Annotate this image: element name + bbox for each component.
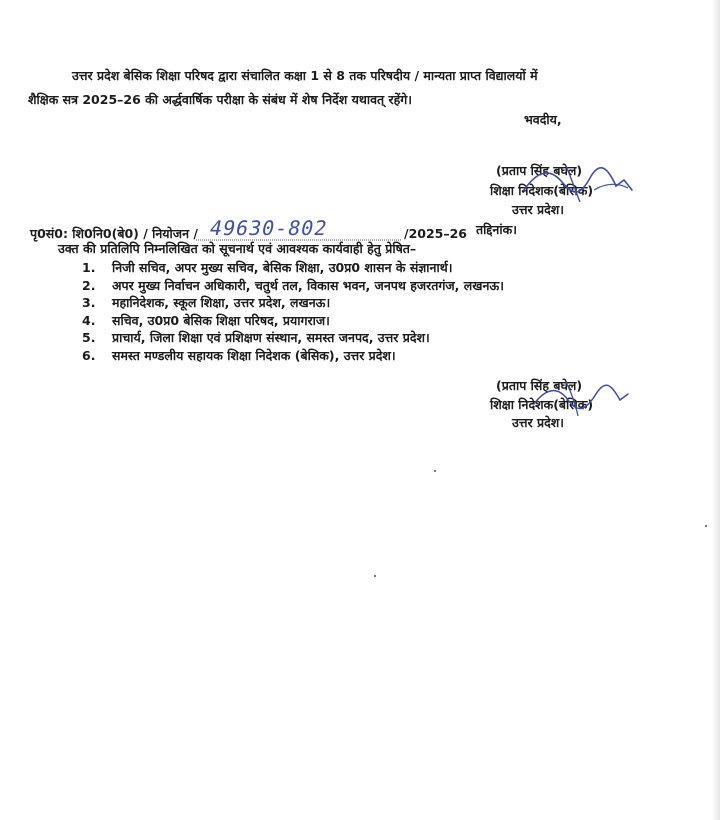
signatory-designation-2: शिक्षा निदेशक(बेसिक) [490, 397, 594, 412]
signatory-state-2: उत्तर प्रदेश। [512, 415, 564, 430]
recipient-list [82, 259, 504, 364]
handwritten-signature-1 [520, 160, 640, 206]
list-item: 5. प्राचार्य, जिला शिक्षा एवं प्रशिक्षण संस्थान, समस्त जनपद, उत्तर प्रदेश। [82, 330, 430, 345]
paper-speck [705, 525, 707, 527]
page-edge-shadow [712, 0, 720, 820]
reference-date: तद्दिनांक। [476, 222, 517, 237]
paper-speck [374, 575, 376, 577]
signatory-designation: शिक्षा निदेशक(बेसिक) [490, 183, 594, 198]
list-item: 1. निजी सचिव, अपर मुख्य सचिव, बेसिक शिक्षा, उ0प्र0 शासन के संज्ञानार्थ। [82, 260, 453, 275]
paper-speck [434, 470, 436, 472]
handwritten-reference-number: 49630-802 [207, 216, 330, 240]
signatory-name-2: (प्रताप सिंह बघेल) [496, 378, 583, 393]
list-item: 4. सचिव, उ0प्र0 बेसिक शिक्षा परिषद, प्रयागराज। [82, 312, 330, 328]
signatory-name: (प्रताप सिंह बघेल) [496, 163, 583, 178]
list-item: 3. महानिदेशक, स्कूल शिक्षा, उत्तर प्रदेश, लखनऊ। [82, 295, 331, 310]
list-item: 2. अपर मुख्य निर्वाचन अधिकारी, चतुर्थ तल, विकास भवन, जनपथ हजरतगंज, लखनऊ। [82, 277, 504, 293]
signatory-state: उत्तर प्रदेश। [512, 202, 564, 217]
handwritten-signature-2 [530, 376, 634, 420]
copy-heading: उक्त की प्रतिलिपि निम्नलिखित को सूचनार्थ एवं आवश्यक कार्यवाही हेतु प्रेषित– [58, 241, 417, 256]
reference-year: /2025–26 [404, 226, 468, 241]
closing-paragraph-line-2: शैक्षिक सत्र 2025–26 की अर्द्धवार्षिक परीक्षा के संबंध में शेष निर्देश यथावत् रहेंगे। [28, 92, 413, 107]
list-item: 6. समस्त मण्डलीय सहायक शिक्षा निदेशक (बेसिक), उत्तर प्रदेश। [82, 347, 396, 363]
reference-prefix: पृ0सं0: शि0नि0(बे0) / नियोजन / [30, 226, 198, 241]
salutation: भवदीय, [524, 112, 562, 127]
closing-paragraph-line-1: उत्तर प्रदेश बेसिक शिक्षा परिषद द्वारा संचालित कक्षा 1 से 8 तक परिषदीय / मान्यता प्राप्त विद्यालयों में [72, 68, 538, 83]
